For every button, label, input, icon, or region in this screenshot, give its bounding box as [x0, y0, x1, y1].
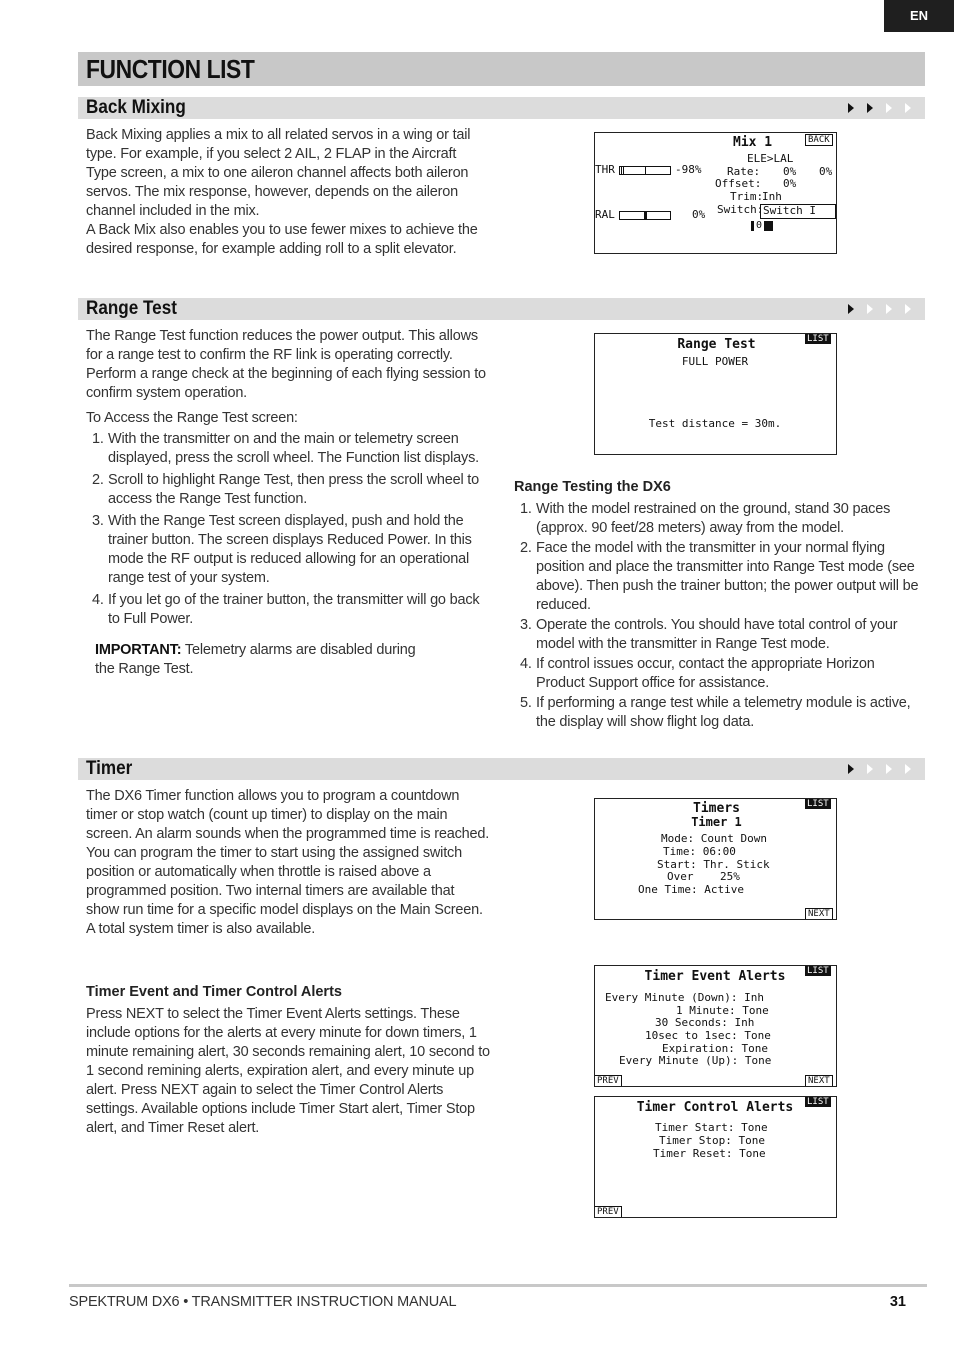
rate-value-a: 0%: [783, 165, 797, 178]
back-mixing-header-bar: [78, 97, 925, 119]
timer-alerts-title: Timer Event and Timer Control Alerts: [86, 984, 342, 1000]
timers-screen: [594, 798, 837, 920]
range-test-access-heading: To Access the Range Test screen:: [86, 410, 298, 426]
timer-title: Timer: [86, 758, 133, 779]
alert-timer-start: Timer Start: Tone: [655, 1121, 768, 1134]
back-mixing-paragraph-1: Back Mixing applies a mix to all related servos in a wing or tail type. For example, if you select 2 AIL, 2 FLAP in the Aircraft Type screen, a mix to one aileron channel affects both aileron servos. The mix response, however, depends on the aileron channel included in the mix.: [86, 127, 471, 219]
back-mixing-paragraph-2: A Back Mix also enables you to use fewer mixes to achieve the desired response, for example adding roll to a split elevator.: [86, 222, 478, 257]
range-test-level-arrows: [845, 298, 925, 320]
mix-screen-title: Mix 1: [733, 135, 773, 150]
mix-assignment: ELE>LAL: [747, 152, 794, 165]
list-item: 1. With the model restrained on the ground, stand 30 paces (approx. 90 feet/28 meters) away from the model.: [520, 501, 891, 536]
list-item: 1. With the transmitter on and the main or telemetry screen displayed, press the scroll wheel. The Function list displays.: [92, 431, 479, 466]
next-button[interactable]: NEXT: [805, 1075, 833, 1087]
alert-timer-stop: Timer Stop: Tone: [659, 1134, 765, 1147]
arrow-icon: [905, 103, 911, 113]
important-label: IMPORTANT:: [95, 642, 182, 658]
timer-event-alerts-title: Timer Event Alerts: [644, 969, 786, 984]
switch-label: Switch:: [717, 203, 764, 216]
back-mixing-title: Back Mixing: [86, 97, 186, 118]
range-test-header-bar: [78, 298, 925, 320]
list-button[interactable]: LIST: [807, 966, 829, 976]
alert-30-seconds: 30 Seconds: Inh: [655, 1016, 755, 1029]
range-test-title: Range Test: [86, 298, 177, 319]
back-button[interactable]: BACK: [805, 134, 833, 146]
arrow-icon: [848, 304, 854, 314]
prev-button[interactable]: PREV: [594, 1075, 622, 1087]
arrow-icon: [905, 304, 911, 314]
mix-channel-row: THR -98%: [595, 163, 702, 177]
timers-screen-title: Timers: [693, 801, 740, 816]
arrow-icon: [886, 764, 892, 774]
range-test-screen-title: Range Test: [677, 337, 756, 352]
alert-expiration: Expiration: Tone: [662, 1042, 768, 1055]
timer-event-alerts-screen: [594, 965, 837, 1087]
list-item: 3. Operate the controls. You should have total control of your model with the transmitter in Range Test mode.: [520, 617, 898, 652]
mix-channel-row: RAL 0%: [595, 208, 706, 222]
list-item: 5. If performing a range test while a telemetry module is active, the display will show flight log data.: [520, 695, 911, 730]
range-testing-dx6-steps: [514, 500, 924, 733]
offset-value: 0%: [783, 177, 797, 190]
timer-level-arrows: [845, 758, 925, 780]
mix-screen: [594, 132, 837, 254]
arrow-icon: [867, 764, 873, 774]
rate-value-b: 0%: [819, 165, 833, 178]
list-button[interactable]: LIST: [807, 334, 829, 344]
list-item: 2. Scroll to highlight Range Test, then press the scroll wheel to access the Range Test function.: [92, 472, 479, 507]
language-tab: EN: [884, 0, 954, 32]
switch-state-indicator: 0: [751, 221, 773, 231]
timer-alerts-body: Press NEXT to select the Timer Event Alerts settings. These include options for the alerts at every minute for down timers, 1 minute remaining alert, 30 seconds remaining alert, 10 second to 1 second remining alerts, expiration alert, and every minute up alert. Press NEXT again to select the Timer Control Alerts settings. Available options include Timer Start alert, Timer Stop alert, and Timer Reset alert.: [86, 1006, 490, 1136]
range-test-screen: [594, 333, 837, 455]
timer-number: Timer 1: [691, 815, 742, 829]
footer-divider: [69, 1284, 927, 1287]
trim-value: Inh: [762, 190, 782, 203]
footer-title: SPEKTRUM DX6 • TRANSMITTER INSTRUCTION MANUAL: [69, 1294, 457, 1310]
trim-label: Trim:: [730, 190, 764, 203]
important-note: [95, 641, 435, 679]
offset-label: Offset:: [715, 177, 762, 190]
timer-time: Time: 06:00: [663, 845, 736, 858]
prev-button[interactable]: PREV: [594, 1206, 622, 1218]
range-test-intro: The Range Test function reduces the power output. This allows for a range test to confirm the RF link is operating correctly. Perform a range check at the beginning of each flying session to confirm system operation.: [86, 328, 486, 401]
page-title: FUNCTION LIST: [86, 54, 255, 84]
back-mixing-level-arrows: [845, 97, 925, 119]
timer-mode: Mode: Count Down: [661, 832, 767, 845]
alert-1-minute: 1 Minute: Tone: [676, 1004, 769, 1017]
list-item: 2. Face the model with the transmitter in your normal flying position and place the transmitter into Range Test mode (see above). Then push the trainer button; the power output will be reduced.: [520, 540, 919, 613]
timer-control-alerts-screen: [594, 1096, 837, 1218]
back-mixing-body: [86, 126, 486, 259]
mix-channel-list: [595, 139, 715, 254]
timer-control-alerts-title: Timer Control Alerts: [636, 1100, 794, 1115]
alert-every-minute-up: Every Minute (Up): Tone: [619, 1054, 772, 1067]
timer-one-time: One Time: Active: [638, 883, 744, 896]
arrow-icon: [905, 764, 911, 774]
timer-over: Over 25%: [667, 870, 740, 883]
list-item: 4. If you let go of the trainer button, the transmitter will go back to Full Power.: [92, 592, 480, 627]
page-number: 31: [889, 1294, 906, 1310]
alert-timer-reset: Timer Reset: Tone: [653, 1147, 766, 1160]
next-button[interactable]: NEXT: [805, 908, 833, 920]
list-item: 4. If control issues occur, contact the appropriate Horizon Product Support office for assistance.: [520, 656, 875, 691]
alert-10sec-to-1sec: 10sec to 1sec: Tone: [645, 1029, 771, 1042]
arrow-icon: [867, 304, 873, 314]
arrow-icon: [886, 103, 892, 113]
list-button[interactable]: LIST: [807, 799, 829, 809]
alert-every-minute-down: Every Minute (Down): Inh: [605, 991, 764, 1004]
timer-header-bar: [78, 758, 925, 780]
timer-start: Start: Thr. Stick: [657, 858, 770, 871]
important-text: Telemetry alarms are disabled during the Range Test.: [95, 642, 416, 677]
switch-select[interactable]: Switch I: [760, 204, 836, 219]
arrow-icon: [848, 103, 854, 113]
range-test-steps: [86, 430, 486, 632]
timer-intro: The DX6 Timer function allows you to program a countdown timer or stop watch (count up timer) to display on the main screen. An alarm sounds when the programmed time is reached. You can program the timer to start using the assigned switch position or automatically when throttle is raised above a programmed position. Two internal timers are available that show run time for a specific model displays on the Main Screen. A total system timer is also available.: [86, 788, 490, 937]
test-distance: Test distance = 30m.: [648, 417, 782, 430]
list-button[interactable]: LIST: [807, 1097, 829, 1107]
arrow-icon: [867, 103, 873, 113]
arrow-icon: [886, 304, 892, 314]
power-status: FULL POWER: [681, 355, 749, 368]
rate-label: Rate:: [727, 165, 761, 178]
list-item: 3. With the Range Test screen displayed, push and hold the trainer button. The screen displays Reduced Power. In this mode the RF output is reduced allowing for an operational range test of your system.: [92, 513, 472, 586]
range-testing-dx6-title: Range Testing the DX6: [514, 479, 671, 495]
arrow-icon: [848, 764, 854, 774]
